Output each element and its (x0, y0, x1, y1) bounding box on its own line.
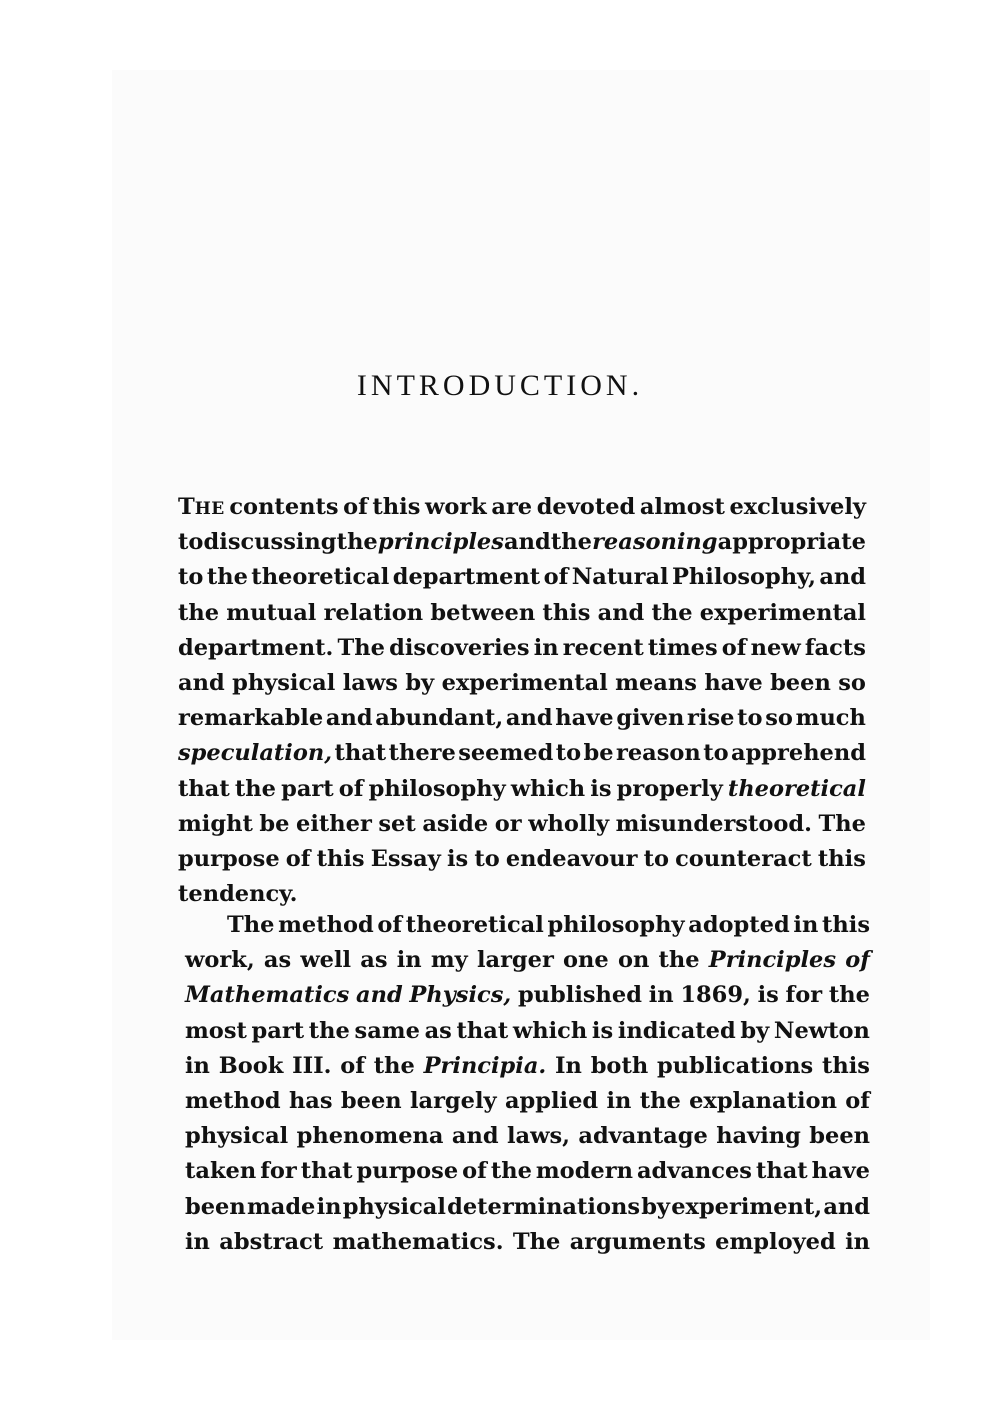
text-line (185, 978, 870, 1012)
word: tendency. (178, 881, 298, 908)
word: set (378, 810, 416, 837)
word: in (533, 634, 559, 661)
word: the (639, 1088, 681, 1114)
word: be (259, 810, 290, 837)
word: be (583, 740, 614, 767)
word: which (510, 775, 586, 802)
word: experimental (441, 670, 608, 696)
word: almost (639, 494, 725, 520)
word: as (360, 947, 388, 974)
word: method (185, 1088, 281, 1114)
word: published (517, 982, 642, 1009)
word: Book (218, 1052, 284, 1079)
word: in (606, 1088, 632, 1114)
word: largely (409, 1088, 497, 1114)
word: so (838, 670, 866, 696)
word: discoveries (389, 634, 530, 661)
word: in (845, 1228, 870, 1255)
word: Newton (773, 1017, 870, 1044)
word: this (817, 846, 866, 872)
word: might (178, 810, 253, 837)
word: T (178, 494, 195, 520)
word: abundant, (375, 705, 504, 732)
word: and (356, 982, 403, 1009)
word: advantage (578, 1123, 708, 1150)
word: part (251, 1017, 305, 1044)
word: explanation (689, 1088, 837, 1114)
word: of (462, 1158, 487, 1185)
word: the (336, 529, 378, 556)
text-line (185, 1190, 870, 1224)
word: been (185, 1193, 246, 1220)
text-line (185, 1225, 870, 1259)
word: on (617, 947, 650, 974)
word: Physics, (409, 982, 512, 1009)
word: appropriate (717, 529, 866, 556)
word: the (828, 982, 870, 1009)
word: philosophy (368, 775, 506, 802)
word: Natural (571, 564, 669, 591)
word: rise (687, 705, 735, 732)
word: and (504, 529, 551, 556)
text-line (185, 1014, 870, 1048)
word: theoretical (405, 912, 544, 938)
word: Principles (708, 947, 836, 974)
word: modern (535, 1158, 633, 1185)
word: aside (422, 810, 489, 837)
word: by (405, 670, 435, 696)
word: by (740, 1017, 770, 1044)
word: have (811, 1158, 870, 1185)
word: the (550, 529, 592, 556)
text-line (227, 908, 870, 942)
word: HE (194, 499, 225, 519)
text-line (178, 736, 866, 770)
text-line (178, 560, 866, 594)
word: between (430, 599, 536, 626)
text-line (178, 666, 866, 700)
word: having (716, 1123, 801, 1150)
word: theoretical (251, 564, 390, 591)
word: to (703, 740, 729, 767)
word: are (491, 494, 533, 520)
word: so (765, 705, 793, 732)
word: for (260, 1158, 297, 1185)
word: and (819, 564, 866, 591)
word: publications (656, 1052, 814, 1079)
word: physical (342, 1193, 446, 1220)
word: been (340, 1088, 402, 1114)
word: and (325, 705, 373, 732)
word: the (308, 1017, 350, 1044)
text-line (185, 1084, 870, 1118)
word: properly (616, 775, 723, 802)
word: the (373, 1052, 415, 1079)
word: that (300, 1158, 353, 1185)
word: of (340, 1052, 365, 1079)
word: of (285, 846, 311, 872)
word: of (845, 947, 870, 974)
word: Mathematics (185, 982, 350, 1009)
word: of (338, 775, 364, 802)
text-line (185, 1119, 870, 1153)
text-line (178, 701, 866, 735)
word: speculation, (178, 740, 333, 767)
word: wholly (528, 810, 610, 837)
word: philosophy (547, 912, 685, 938)
word: my (430, 947, 468, 974)
word: that (456, 1017, 509, 1044)
word: the (178, 599, 220, 626)
text-line (185, 1049, 870, 1083)
word: In (555, 1052, 582, 1079)
word: to (643, 846, 669, 872)
word: to (474, 846, 500, 872)
word: much (795, 705, 866, 732)
chapter-title: INTRODUCTION. (356, 369, 644, 402)
word: has (288, 1088, 333, 1114)
word: that (334, 740, 387, 767)
word: the (234, 775, 276, 802)
word: mutual (226, 599, 317, 626)
word: department. (178, 634, 334, 661)
word: in (185, 1228, 210, 1255)
word: work (424, 494, 487, 520)
word: means (615, 670, 697, 696)
word: there (388, 740, 456, 767)
word: recent (562, 634, 644, 661)
word: indicated (617, 1017, 736, 1044)
word: the (490, 1158, 532, 1185)
word: most (185, 1017, 247, 1044)
text-line (185, 943, 870, 977)
word: times (647, 634, 718, 661)
word: the (206, 564, 248, 591)
word: purpose (356, 1158, 459, 1185)
text-line (178, 525, 866, 559)
text-line (178, 490, 866, 526)
word: The (512, 1228, 561, 1255)
word: determinations (447, 1193, 640, 1220)
word: both (590, 1052, 649, 1079)
word: department (392, 564, 541, 591)
word: or (494, 810, 522, 837)
word: well (300, 947, 352, 974)
word: same (354, 1017, 420, 1044)
word: for (785, 982, 823, 1009)
word: this (821, 1052, 870, 1079)
word: work, (185, 947, 255, 974)
opening-word (178, 490, 225, 526)
word: mathematics. (332, 1228, 504, 1255)
word: and (505, 705, 553, 732)
word: reason (616, 740, 701, 767)
word: employed (715, 1228, 836, 1255)
word: phenomena (296, 1123, 444, 1150)
word: Philosophy, (672, 564, 816, 591)
word: facts (804, 634, 866, 661)
word: this (542, 599, 591, 626)
word: adopted (688, 912, 790, 938)
word: of (721, 634, 747, 661)
word: arguments (569, 1228, 706, 1255)
word: to (178, 564, 204, 591)
word: been (809, 1123, 870, 1150)
word: part (281, 775, 334, 802)
word: abstract (219, 1228, 324, 1255)
word: have (555, 705, 614, 732)
word: 1869, (680, 982, 751, 1009)
word: Essay (370, 846, 441, 872)
word: method (278, 912, 374, 938)
word: is (591, 1017, 614, 1044)
word: in (185, 1052, 210, 1079)
word: the (658, 947, 700, 974)
word: purpose (178, 846, 280, 872)
word: this (316, 846, 365, 872)
word: discussing (203, 529, 337, 556)
word: physical (185, 1123, 289, 1150)
word: of (543, 564, 569, 591)
word: of (845, 1088, 870, 1114)
word: the (651, 599, 693, 626)
word: this (822, 912, 870, 938)
word: experiment, (671, 1193, 823, 1220)
word: The (227, 912, 275, 938)
word: III. (292, 1052, 332, 1079)
word: Principia. (423, 1052, 547, 1079)
word: advances (636, 1158, 752, 1185)
word: given (616, 705, 685, 732)
word: exclusively (729, 494, 866, 520)
word: The (818, 810, 866, 837)
word: new (750, 634, 801, 661)
word: applied (504, 1088, 599, 1114)
word: The (337, 634, 385, 661)
word: that (178, 775, 230, 802)
word: of (343, 494, 368, 520)
word: to (737, 705, 763, 732)
word: to (555, 740, 582, 767)
word: endeavour (505, 846, 638, 872)
word: and (823, 1193, 870, 1220)
word: as (263, 947, 292, 974)
word: made (246, 1193, 316, 1220)
text-line (178, 596, 866, 630)
word: is (446, 846, 469, 872)
word: experimental (699, 599, 866, 626)
word: taken (185, 1158, 257, 1185)
word: counteract (675, 846, 812, 872)
word: either (296, 810, 372, 837)
word: relation (323, 599, 424, 626)
word: which (512, 1017, 588, 1044)
text-line (178, 772, 866, 806)
word: apprehend (730, 740, 866, 767)
word: seemed (458, 740, 554, 767)
text-line (178, 631, 866, 665)
word: and (597, 599, 645, 626)
word: and (451, 1123, 499, 1150)
word: in (793, 912, 819, 938)
word: have (704, 670, 763, 696)
word: remarkable (178, 705, 324, 732)
word: in (648, 982, 674, 1009)
word: one (563, 947, 609, 974)
word: this (372, 494, 421, 520)
word: is (590, 775, 612, 802)
word: to (178, 529, 204, 556)
word: principles (377, 529, 504, 556)
word: in (396, 947, 422, 974)
word: larger (476, 947, 554, 974)
word: theoretical (727, 775, 866, 802)
word: laws (342, 670, 398, 696)
word: physical (232, 670, 336, 696)
word: been (770, 670, 831, 696)
word: in (316, 1193, 342, 1220)
word: misunderstood. (615, 810, 812, 837)
word: contents (229, 494, 339, 520)
text-line (178, 807, 866, 841)
word: devoted (536, 494, 636, 520)
text-line (178, 877, 866, 911)
word: laws, (507, 1123, 570, 1150)
word: and (178, 670, 225, 696)
word: that (755, 1158, 808, 1185)
word: by (641, 1193, 671, 1220)
word: as (424, 1017, 452, 1044)
text-line (178, 842, 866, 876)
word: reasoning (592, 529, 718, 556)
text-line (185, 1154, 870, 1188)
word: of (377, 912, 403, 938)
word: is (757, 982, 779, 1009)
